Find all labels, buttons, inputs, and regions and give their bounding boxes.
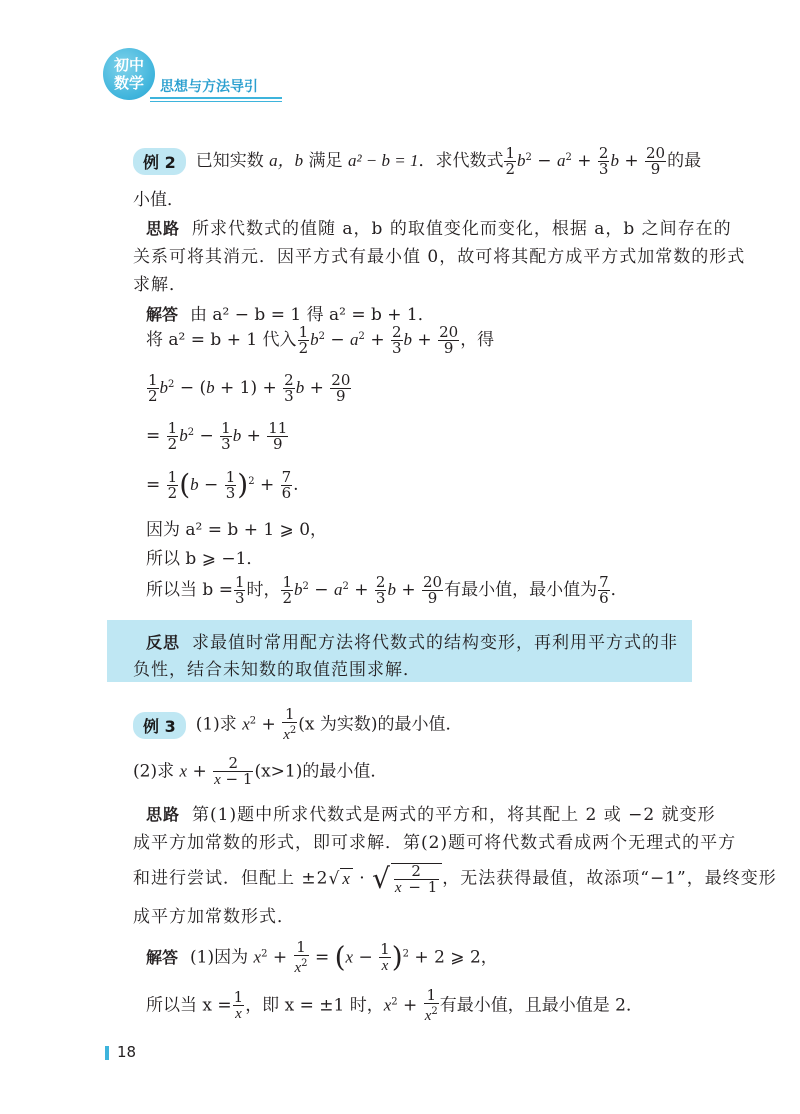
answer-text: ，得: [460, 330, 495, 350]
fraction: $\frac{20}{9}$: [439, 323, 459, 357]
q-text: 的最: [667, 151, 702, 171]
header-title: 思想与方法导引: [160, 79, 258, 95]
because-line: 因为 a² = b + 1 ⩾ 0，: [146, 520, 328, 540]
example2-answer: [146, 300, 435, 325]
reflection-text: 求最值时常用配方法将代数式的结构变形，再利用平方式的非: [192, 633, 679, 653]
q-text: 满足: [303, 151, 348, 171]
thought-label: 思路: [146, 805, 181, 824]
thought-text: 第(1)题中所求代数式是两式的平方和，将其配上 2 或 −2 就变形: [192, 805, 716, 825]
so-line: 所以 b ⩾ −1．: [146, 549, 264, 569]
thought-text: 所求代数式的值随 a，b 的取值变化而变化，根据 a，b 之间存在的: [192, 219, 732, 239]
fraction: $\frac{20}{9}$: [646, 144, 666, 178]
badge-bottom-text: 数学: [113, 74, 144, 92]
example2-tag: 例 2: [133, 148, 186, 175]
example3-thought-line2: 成平方加常数的形式，即可求解．第(2)题可将代数式看成两个无理式的平方: [133, 833, 737, 853]
fraction: $\frac{2}{3}$: [391, 323, 402, 357]
example3-question-2: (2)求 x + $\frac{2}{x - 1}$ (x>1)的最小值．: [133, 754, 388, 788]
example3-thought: [146, 800, 716, 825]
example2-thought: [146, 214, 732, 239]
q-text: 已知实数: [195, 151, 270, 171]
thought-text: 和进行尝试．但配上 ±2: [133, 868, 329, 889]
thought-text: ，无法获得最值，故添项“−1”，最终变形: [442, 868, 777, 889]
answer-text: (1)因为: [190, 947, 249, 968]
answer-text: ，即 x = ±1 时，: [245, 995, 384, 1016]
answer-text: + 2 ⩾ 2，: [414, 947, 498, 968]
final-text: 所以当 b =: [146, 580, 233, 600]
answer-text: 将 a² = b + 1 代入: [146, 330, 297, 350]
example2-thought-line2: 关系可将其消元．因平方式有最小值 0，故可将其配方成平方式加常数的形式: [133, 247, 746, 267]
q-text: (x>1)的最小值．: [254, 761, 388, 782]
page-number: 18: [117, 1043, 137, 1061]
fraction: $\frac{1}{2}$: [505, 144, 516, 178]
example2-final: 所以当 b = $\frac{1}{3}$ 时， $\frac{1}{2}$ $b^2 - a^2$ + $\frac{2}{3}$ b + $\frac{20}{9}$ 有最小值，最小值为 $\frac{7}{6}$ ．: [146, 573, 628, 607]
fraction: $\frac{2}{3}$: [598, 144, 609, 178]
example3-answer: 解答 (1)因为 $x^2$ + $\frac{1}{x^2}$ = (x − $\frac{1}{x}$ )$^2$ + 2 ⩾ 2，: [146, 938, 498, 976]
header-badge: [103, 48, 155, 100]
answer-text: 有最小值，且最小值是 2．: [439, 995, 643, 1016]
answer-label: 解答: [146, 305, 179, 324]
reflection-line2: 负性，结合未知数的取值范围求解．: [133, 660, 421, 680]
answer-label: 解答: [146, 947, 179, 967]
example2-thought-line3: 求解．: [133, 275, 187, 295]
final-text: ．: [610, 580, 628, 600]
example2-answer-line2: 将 a² = b + 1 代入 $\frac{1}{2}$ $b^2 - a^2$ + $\frac{2}{3}$ b + $\frac{20}{9}$ ，得: [146, 323, 495, 357]
derivation-step-1: $\frac{1}{2}$ $b^2 - (b + 1)$ + $\frac{2}{3}$ b + $\frac{20}{9}$: [148, 371, 351, 405]
reflection-label: 反思: [146, 633, 181, 652]
example3-tag: 例 3: [133, 712, 186, 739]
final-text: 有最小值，最小值为: [444, 580, 598, 600]
q-text: ．求代数式: [418, 151, 504, 171]
fraction: $\frac{1}{2}$: [298, 323, 309, 357]
example3-answer-line2: 所以当 x = $\frac{1}{x}$ ，即 x = ±1 时，$x^2$ + $\frac{1}{x^2}$ 有最小值，且最小值是 2．: [146, 986, 643, 1024]
example3-thought-line3: 和进行尝试．但配上 ±2√ x · √ $\frac{2}{x - 1}$ ，无法获得最值，故添项“−1”，最终变形: [133, 861, 777, 896]
example3-question-1: 例 3 (1)求 $x^2$ + $\frac{1}{x^2}$ (x 为实数)的最小值．: [133, 707, 463, 743]
q-vars: a，b: [269, 151, 304, 170]
q-text: (x 为实数)的最小值．: [298, 714, 463, 735]
header-rule: [150, 97, 282, 99]
badge-top-text: 初中: [113, 56, 144, 74]
q-text: (1)求: [195, 714, 237, 735]
sqrt-x: √ x: [328, 869, 351, 890]
example3-thought-line4: 成平方加常数形式．: [133, 907, 295, 927]
example2-question: 例 2 已知实数 a，b 满足 a² − b = 1．求代数式 $\frac{1}{2}$ $b^2 - a^2$ + $\frac{2}{3}$ b + $\frac{20}{9}$ 的最: [133, 146, 701, 177]
sqrt-fraction: √ $\frac{2}{x - 1}$: [372, 862, 442, 896]
answer-text: 所以当 x =: [146, 995, 232, 1016]
final-text: 时，: [246, 580, 281, 600]
header-rule-thin: [150, 101, 282, 102]
derivation-step-2: = $\frac{1}{2}$ $b^2$ − $\frac{1}{3}$ b + $\frac{11}{9}$: [146, 419, 288, 453]
q-condition: a² − b = 1: [347, 151, 419, 170]
q-text: (2)求: [133, 761, 175, 782]
page-marker: [105, 1046, 109, 1060]
example2-question-line2: 小值．: [133, 190, 184, 210]
answer-text: 由 a² − b = 1 得 a² = b + 1．: [190, 305, 435, 325]
thought-label: 思路: [146, 219, 181, 238]
reflection-line1: [146, 628, 678, 653]
derivation-step-3: = $\frac{1}{2}$ (b − $\frac{1}{3}$ )$^2$ + $\frac{7}{6}$ .: [146, 468, 299, 502]
